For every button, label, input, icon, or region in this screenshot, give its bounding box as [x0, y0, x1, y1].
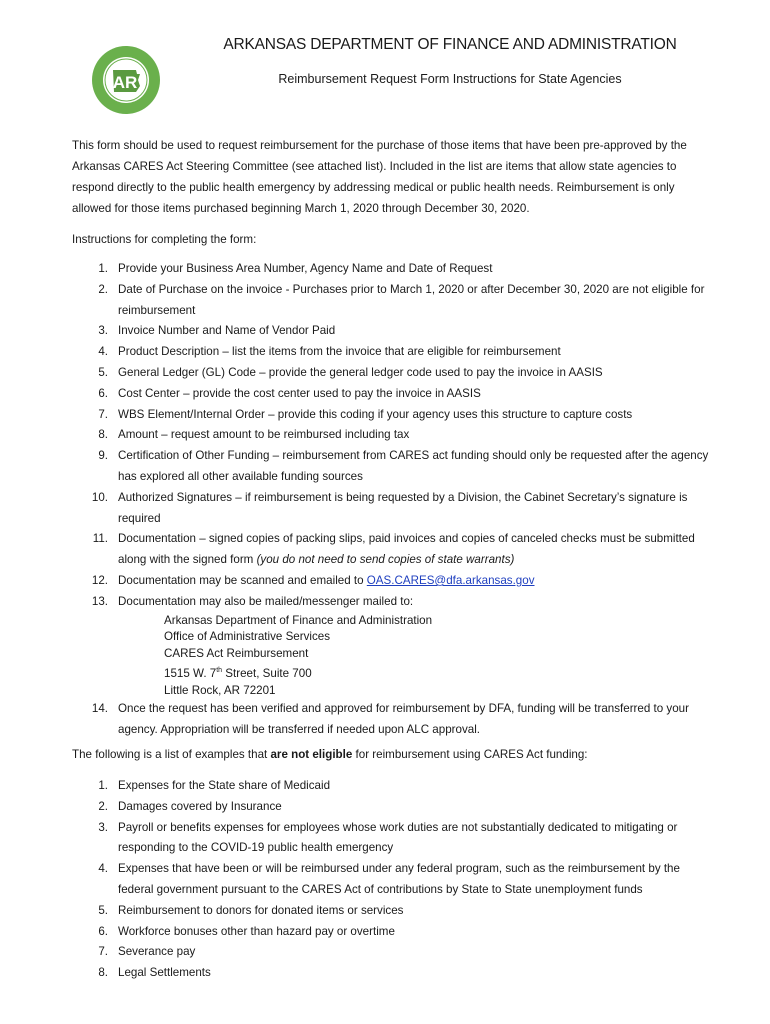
instructions-item-text: Documentation may also be mailed/messenger mailed to: — [118, 594, 414, 608]
instructions-item — [72, 259, 712, 280]
address-line: CARES Act Reimbursement — [164, 647, 309, 661]
instructions-item — [72, 699, 712, 741]
instructions-item-number: 1. — [98, 262, 108, 275]
examples-item-text: Severance pay — [118, 945, 196, 959]
instructions-item-number: 7. — [98, 407, 108, 421]
email-link[interactable]: OAS.CARES@dfa.arkansas.gov — [366, 573, 535, 587]
examples-item-number: 7. — [98, 945, 108, 959]
instructions-item-number: 14. — [91, 702, 108, 716]
instructions-item-number: 4. — [98, 345, 108, 359]
examples-item — [72, 797, 712, 818]
instructions-item-number: 3. — [98, 324, 108, 338]
instructions-item — [72, 384, 712, 405]
instructions-item-number: 9. — [98, 449, 108, 463]
examples-item-text: Payroll or benefits expenses for employees whose work duties are not substantially dedicated to mitigating or responding to the COVID-19 public health emergency — [118, 820, 678, 855]
address-line: Arkansas Department of Finance and Administration — [164, 613, 433, 627]
examples-item-text: Expenses for the State share of Medicaid — [118, 779, 331, 792]
instructions-item — [72, 405, 712, 426]
instructions-item-number: 11. — [92, 532, 108, 546]
examples-item-number: 5. — [98, 903, 108, 917]
examples-item-text: Reimbursement to donors for donated items or services — [118, 903, 404, 917]
instructions-item — [72, 488, 712, 530]
instructions-item-text: Documentation – signed copies of packing slips, paid invoices and copies of canceled checks must be submitted along with the signed form — [118, 532, 695, 567]
page-subtitle: Reimbursement Request Form Instructions for State Agencies — [278, 72, 622, 86]
instructions-item — [72, 342, 712, 363]
instructions-item-number: 12. — [91, 573, 108, 587]
instructions-item — [72, 425, 712, 446]
instructions-item-text: Cost Center – provide the cost center used to pay the invoice in AASIS — [118, 386, 481, 400]
examples-item — [72, 776, 712, 797]
examples-item — [72, 818, 712, 860]
instructions-item-text: Authorized Signatures – if reimbursement is being requested by a Division, the Cabinet Secretary’s signature is required — [118, 490, 688, 525]
instructions-item-text: Certification of Other Funding – reimbursement from CARES act funding should only be requested after the agency has explored all other available funding sources — [118, 449, 709, 483]
instructions-item — [72, 592, 712, 613]
examples-item-text: Expenses that have been or will be reimbursed under any federal program, such as the reimbursement by the federal government pursuant to the CARES Act of contributions by State to State unemployment funds — [118, 862, 680, 896]
instructions-item-text: WBS Element/Internal Order – provide this coding if your agency uses this structure to capture costs — [118, 407, 633, 421]
instructions-item-text: Date of Purchase on the invoice - Purchases prior to March 1, 2020 or after December 30, 2020 are not eligible for reimbursement — [118, 282, 705, 317]
instructions-heading: Instructions for completing the form: — [72, 233, 257, 246]
instructions-list — [72, 259, 712, 741]
instructions-item-text: Product Description – list the items from the invoice that are eligible for reimbursement — [118, 345, 561, 359]
examples-item-number: 2. — [98, 799, 108, 813]
examples-item — [72, 963, 712, 984]
instructions-item — [72, 446, 712, 488]
page-title: ARKANSAS DEPARTMENT OF FINANCE AND ADMINISTRATION — [223, 36, 677, 53]
instructions-item-number: 8. — [98, 428, 108, 442]
examples-item-number: 8. — [98, 966, 108, 980]
logo-text: AR — [112, 73, 138, 92]
instructions-item-number: 13. — [91, 594, 108, 608]
instructions-item-text: Once the request has been verified and approved for reimbursement by DFA, funding will be transferred to your agency. Appropriation will be transferred if needed upon ALC approval. — [118, 702, 689, 737]
instructions-item-number: 10. — [91, 490, 108, 504]
instructions-item-text: Documentation may be scanned and emailed to — [118, 573, 367, 587]
examples-item-text: Workforce bonuses other than hazard pay or overtime — [118, 924, 395, 938]
instructions-item — [72, 571, 712, 592]
instructions-item-text: Provide your Business Area Number, Agency Name and Date of Request — [118, 262, 493, 275]
examples-item — [72, 901, 712, 922]
instructions-item — [72, 321, 712, 342]
examples-item-number: 4. — [98, 862, 108, 876]
instructions-item-text: General Ledger (GL) Code – provide the general ledger code used to pay the invoice in AASIS — [118, 365, 603, 379]
not-eligible-list — [72, 776, 712, 984]
instructions-item-text: Invoice Number and Name of Vendor Paid — [118, 324, 336, 338]
examples-item-number: 3. — [98, 820, 108, 834]
examples-item-text: Damages covered by Insurance — [118, 799, 282, 813]
address-line: 1515 W. 7th Street, Suite 700 — [164, 666, 312, 680]
instructions-item — [72, 529, 712, 571]
examples-item — [72, 942, 712, 963]
not-eligible-heading: The following is a list of examples that are not eligible for reimbursement using CARES Act funding: — [72, 748, 588, 761]
examples-item-number: 6. — [98, 924, 108, 938]
mailing-address — [72, 613, 712, 700]
examples-item — [72, 922, 712, 943]
instructions-item-note: (you do not need to send copies of state warrants) — [256, 553, 515, 567]
examples-item-text: Legal Settlements — [118, 966, 211, 980]
instructions-item-number: 2. — [98, 282, 108, 296]
instructions-item-number: 6. — [98, 386, 108, 400]
instructions-item-number: 5. — [98, 365, 108, 379]
instructions-item — [72, 363, 712, 384]
address-line: Office of Administrative Services — [164, 630, 331, 644]
intro-paragraph: This form should be used to request reimbursement for the purchase of those items that have been pre-approved by the Arkansas CARES Act Steering Committee (see attached list). Included in the list are items that allow state agencies to respond directly to the public health emergency by addressing medical or public health needs. Reimbursement is only allowed for those items purchased beginning March 1, 2020 through December 30, 2020. — [72, 139, 687, 215]
address-line: Little Rock, AR 72201 — [164, 683, 276, 697]
examples-item-number: 1. — [98, 779, 108, 792]
instructions-item — [72, 280, 712, 322]
instructions-item-text: Amount – request amount to be reimbursed including tax — [118, 428, 410, 442]
examples-item — [72, 859, 712, 901]
